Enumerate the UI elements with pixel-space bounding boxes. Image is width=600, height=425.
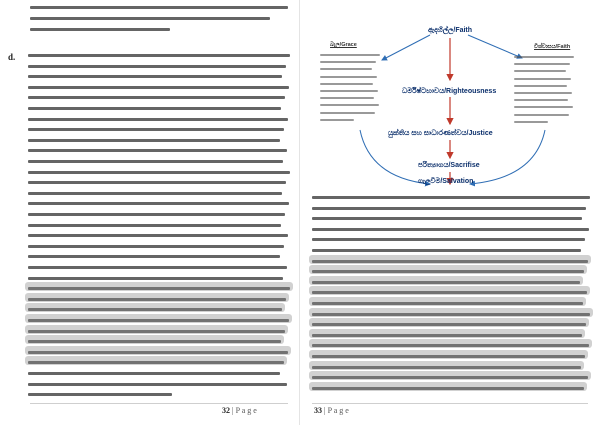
text-line bbox=[28, 75, 282, 78]
text-line bbox=[312, 270, 584, 273]
text-line bbox=[28, 160, 283, 163]
text-line bbox=[28, 65, 286, 68]
page-label: | P a g e bbox=[232, 406, 257, 415]
text-line bbox=[312, 355, 585, 358]
footer-rule bbox=[30, 403, 288, 404]
text-line bbox=[514, 78, 571, 80]
text-line bbox=[30, 6, 288, 9]
text-line bbox=[28, 266, 287, 269]
right-page bbox=[300, 0, 600, 425]
text-line bbox=[28, 86, 289, 89]
text-line bbox=[312, 291, 587, 294]
text-line bbox=[28, 393, 172, 396]
text-line bbox=[514, 99, 568, 101]
text-line bbox=[28, 372, 280, 375]
text-line bbox=[28, 139, 280, 142]
text-line bbox=[28, 340, 281, 343]
text-line bbox=[28, 149, 287, 152]
text-line bbox=[320, 54, 380, 56]
text-line bbox=[514, 92, 572, 94]
text-line bbox=[312, 302, 583, 305]
text-line bbox=[514, 56, 574, 58]
text-line bbox=[30, 17, 270, 20]
text-line bbox=[312, 313, 590, 316]
arrow-grace-salvation bbox=[360, 130, 430, 184]
text-line bbox=[312, 387, 584, 390]
text-line bbox=[28, 128, 284, 131]
text-line bbox=[28, 118, 288, 121]
arrow-faith-left bbox=[382, 35, 430, 60]
text-line bbox=[312, 196, 590, 199]
text-line bbox=[28, 171, 290, 174]
text-line bbox=[28, 54, 290, 57]
page-footer bbox=[314, 406, 349, 415]
right-box-heading: විශ්වාසය/Faith bbox=[534, 44, 571, 50]
text-line bbox=[28, 287, 290, 290]
text-line bbox=[312, 334, 582, 337]
arrow-faithworks-salvation bbox=[470, 130, 545, 184]
text-line bbox=[312, 366, 581, 369]
text-line bbox=[320, 119, 354, 121]
node-salvation: ගැලවීම/Salvation bbox=[418, 178, 474, 185]
text-line bbox=[28, 361, 284, 364]
text-line bbox=[312, 238, 585, 241]
node-righteousness: ධර්මිෂ්ටභාවය/Righteousness bbox=[402, 88, 497, 95]
page-label: | P a g e bbox=[324, 406, 349, 415]
text-line bbox=[312, 323, 586, 326]
text-line bbox=[28, 224, 281, 227]
text-line bbox=[28, 192, 282, 195]
text-line bbox=[28, 308, 282, 311]
text-line bbox=[312, 344, 589, 347]
list-marker: d. bbox=[8, 52, 16, 62]
text-line bbox=[28, 277, 283, 280]
text-line bbox=[320, 76, 377, 78]
left-box-heading: බැල/Grace bbox=[330, 42, 357, 48]
node-sacrifise: පරිත්‍යාගය/Sacrifise bbox=[418, 162, 480, 169]
text-line bbox=[28, 351, 288, 354]
text-line bbox=[320, 83, 373, 85]
text-line bbox=[312, 228, 589, 231]
text-line bbox=[28, 96, 285, 99]
text-line bbox=[28, 181, 286, 184]
text-line bbox=[28, 213, 285, 216]
text-line bbox=[320, 61, 376, 63]
text-line bbox=[514, 121, 548, 123]
text-line bbox=[312, 260, 588, 263]
text-line bbox=[28, 383, 287, 386]
text-line bbox=[28, 245, 284, 248]
page-number: 33 bbox=[314, 406, 322, 415]
text-line bbox=[28, 202, 289, 205]
text-line bbox=[514, 63, 570, 65]
text-line bbox=[312, 217, 582, 220]
text-line bbox=[320, 90, 378, 92]
text-line bbox=[312, 376, 588, 379]
text-line bbox=[28, 319, 289, 322]
node-justice: යුක්තිය සහ සාධාරණත්වය/Justice bbox=[388, 130, 493, 137]
footer-rule bbox=[312, 403, 588, 404]
arrow-faith-right bbox=[468, 35, 522, 58]
page-number: 32 bbox=[222, 406, 230, 415]
text-line bbox=[30, 28, 170, 31]
text-line bbox=[312, 281, 580, 284]
text-line bbox=[514, 114, 569, 116]
page-footer bbox=[222, 406, 257, 415]
text-line bbox=[28, 234, 288, 237]
text-line bbox=[320, 97, 374, 99]
text-line bbox=[312, 207, 586, 210]
text-line bbox=[320, 112, 375, 114]
text-line bbox=[28, 255, 280, 258]
text-line bbox=[28, 298, 286, 301]
text-line bbox=[28, 107, 281, 110]
node-faith: ඇදහිල්ල/Faith bbox=[428, 27, 473, 34]
text-line bbox=[312, 249, 581, 252]
text-line bbox=[514, 85, 567, 87]
text-line bbox=[28, 330, 285, 333]
